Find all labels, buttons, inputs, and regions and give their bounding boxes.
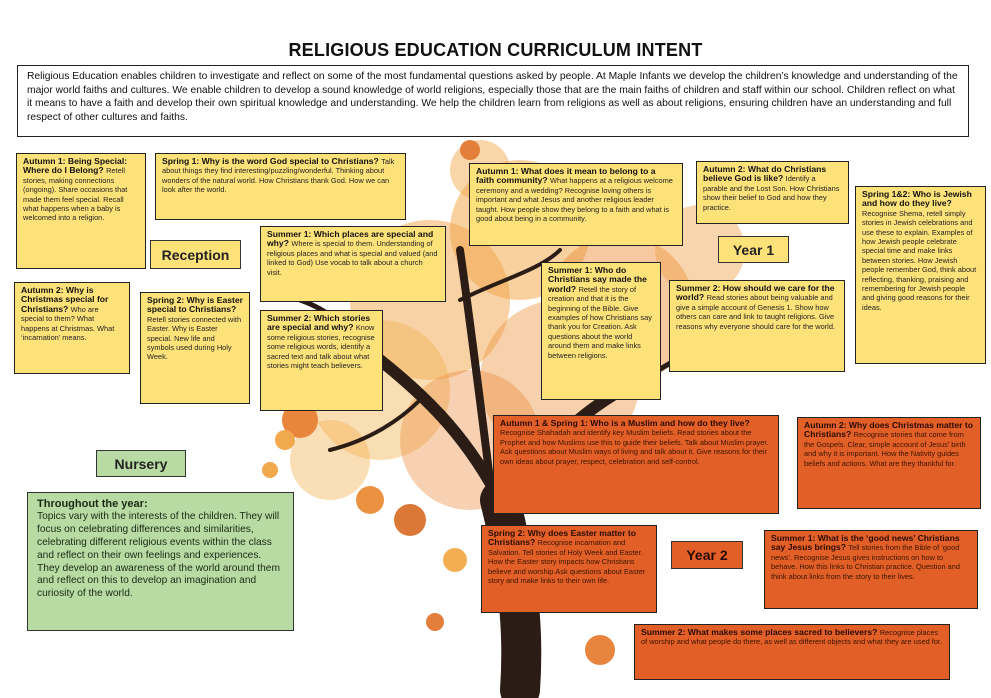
card-text: Where is special to them. Understanding of religious places and what is special and valued (and linked to God) Use vocab to talk about a church visit. [267,239,438,277]
year1-label: Year 1 [718,236,789,263]
card-text: Retell the story of creation and that it is the beginning of the Bible. Give examples of how Christians say thank you for Creation. Ask questions about the world around them and make links between religions. [548,284,652,360]
card-heading: Summer 2: How should we care for the world? [676,283,835,303]
card-text: Recognise incarnation and Salvation. Tell stories of Holy Week and Easter. How the Easter story impacts how Christians believe and worship.Ask questions about Easter story and make links to their own life. [488,538,646,586]
year2-label: Year 2 [671,541,743,569]
year1-autumn1-card [469,163,683,246]
card-heading: Autumn 2: Why is Christmas special for Christians? [21,285,109,314]
card-text: Retell stories connected with Easter. Why is Easter special. New life and symbols used during Holy Week. [147,314,242,362]
year1-autumn2-card [696,161,849,224]
year1-summer2-card [669,280,845,372]
card-heading: Autumn 2: Why does Christmas matter to Christians? [804,420,974,440]
card-text: Read stories about being valuable and give a simple account of Genesis 1. Show how others can care and link to taught religions. Give reasons why everyone should care for the world. [676,293,835,331]
page-title: RELIGIOUS EDUCATION CURRICULUM INTENT [288,40,703,60]
reception-summer2-card [260,310,383,411]
card-text: Recognise stories that come from the Gospels. Clear, simple account of Jesus’ birth and why it is important. How the Nativity guides beliefs and actions. What are they thankful for. [804,430,966,468]
reception-spring1-card [155,153,406,220]
card-heading: Spring 1&2: Who is Jewish and how do they live? [862,189,972,209]
card-text: Topics vary with the interests of the children. They will focus on celebrating differences and similarities, celebrating different religious events within the class and reflect on their own feelings and experiences. They develop an awareness of the world around them and reflect on this to develop an imagination and curiosity of the world. [37,510,280,600]
card-text: Tell stories from the Bible of ‘good news’. Recognise Jesus gives instructions on how to behave. How this links to Christian practice. Question and think about links from the story to their lives. [771,543,960,581]
year2-summer2-card [634,624,950,680]
card-text: Recognise Shahadah and identify key Muslim beliefs. Read stories about the Prophet and how Muslims use this to guide their beliefs. Talk about Muslim prayer. Ask questions about Muslim ways of living and talk about it. Give reasons for their own ideas about prayer, respect, celebration and self-control. [500,428,769,466]
card-heading: Summer 1: Who do Christians say made the world? [548,265,647,294]
card-heading: Summer 1: What is the ‘good news’ Christians say Jesus brings? [771,533,960,553]
card-heading: Spring 1: Why is the word God special to Christians? [162,156,382,166]
year2-summer1-card [764,530,978,609]
card-heading: Spring 2: Why is Easter special to Christians? [147,295,243,315]
card-heading: Autumn 2: What do Christians believe God is like? [703,164,827,184]
card-text: Retell stories, making connections (ongoing). Share occasions that made them feel special. Recall what happens when a baby is welcomed into a religion. [23,166,128,223]
nursery-label: Nursery [96,450,186,477]
year1-spring12-card [855,186,986,364]
card-heading: Summer 2: What makes some places sacred to believers? [641,627,880,637]
card-heading: Summer 1: Which places are special and why? [267,229,434,249]
card-heading: Summer 2: Which stories are special and why? [267,313,371,333]
card-heading: Autumn 1 & Spring 1: Who is a Muslim and how do they live? [500,418,750,428]
card-text: Who are special to them? What happens at Christmas. What ‘incarnation’ means. [21,304,115,343]
year2-spring2-card [481,525,657,613]
reception-spring2-card [140,292,250,404]
year2-autumn1-spring1-card [493,415,779,514]
card-text: Talk about things they find interesting/puzzling/wonderful. Thinking about wonders of the natural world. How Christians thank God. How we can look after the world. [162,157,395,195]
card-text: Recognise places of worship and what people do there, as well as different objects and what they are used for. [641,628,943,647]
card-text: Know some religious stories, recognise some religious words, identify a sacred text and talk about what stories might teach believers. [267,323,375,371]
reception-label: Reception [150,240,241,269]
card-heading: Autumn 1: What does it mean to belong to a faith community? [476,166,656,186]
reception-autumn2-card [14,282,130,374]
nursery-card [27,492,294,631]
intro-paragraph: Religious Education enables children to investigate and reflect on some of the most fundamental questions asked by people. At Maple Infants we develop the children’s knowledge and understanding of the major world faiths and cultures. We enable children to develop a sound knowledge of world religions, especially those that are the main faiths of children and staff within our school. Children reflect on what it means to have a faith and develop their own spiritual knowledge and understanding. We help the children learn from religions as well as about religions, ensuring children have an understanding and full respect of other cultures and faiths. [17,65,969,137]
card-heading: Throughout the year: [37,498,148,510]
card-text: What happens at a religious welcome ceremony and a wedding? Recognise loving others is important and what Jesus and another religious leader taught. How people show they belong to a faith and what is good about being in a community. [476,176,673,224]
card-text: Recognise Shema, retell simply stories in Jewish celebrations and use these to explain. Examples of how Jewish people celebrate special time and make links between stories. How Jewish people remember God, think about reflecting, thanking, praising and remembering for Jewish people and giving good reasons for their ideas. [862,208,977,312]
card-heading: Spring 2: Why does Easter matter to Christians? [488,528,637,548]
reception-autumn1-card [16,153,146,269]
card-heading: Autumn 1: Being Special: Where do I Belong? [23,156,128,176]
card-text: Identify a parable and the Lost Son. How Christians show their belief to God and how they practice. [703,174,840,212]
reception-summer1-card [260,226,446,302]
year1-summer1-card [541,262,661,400]
year2-autumn2-card [797,417,981,509]
